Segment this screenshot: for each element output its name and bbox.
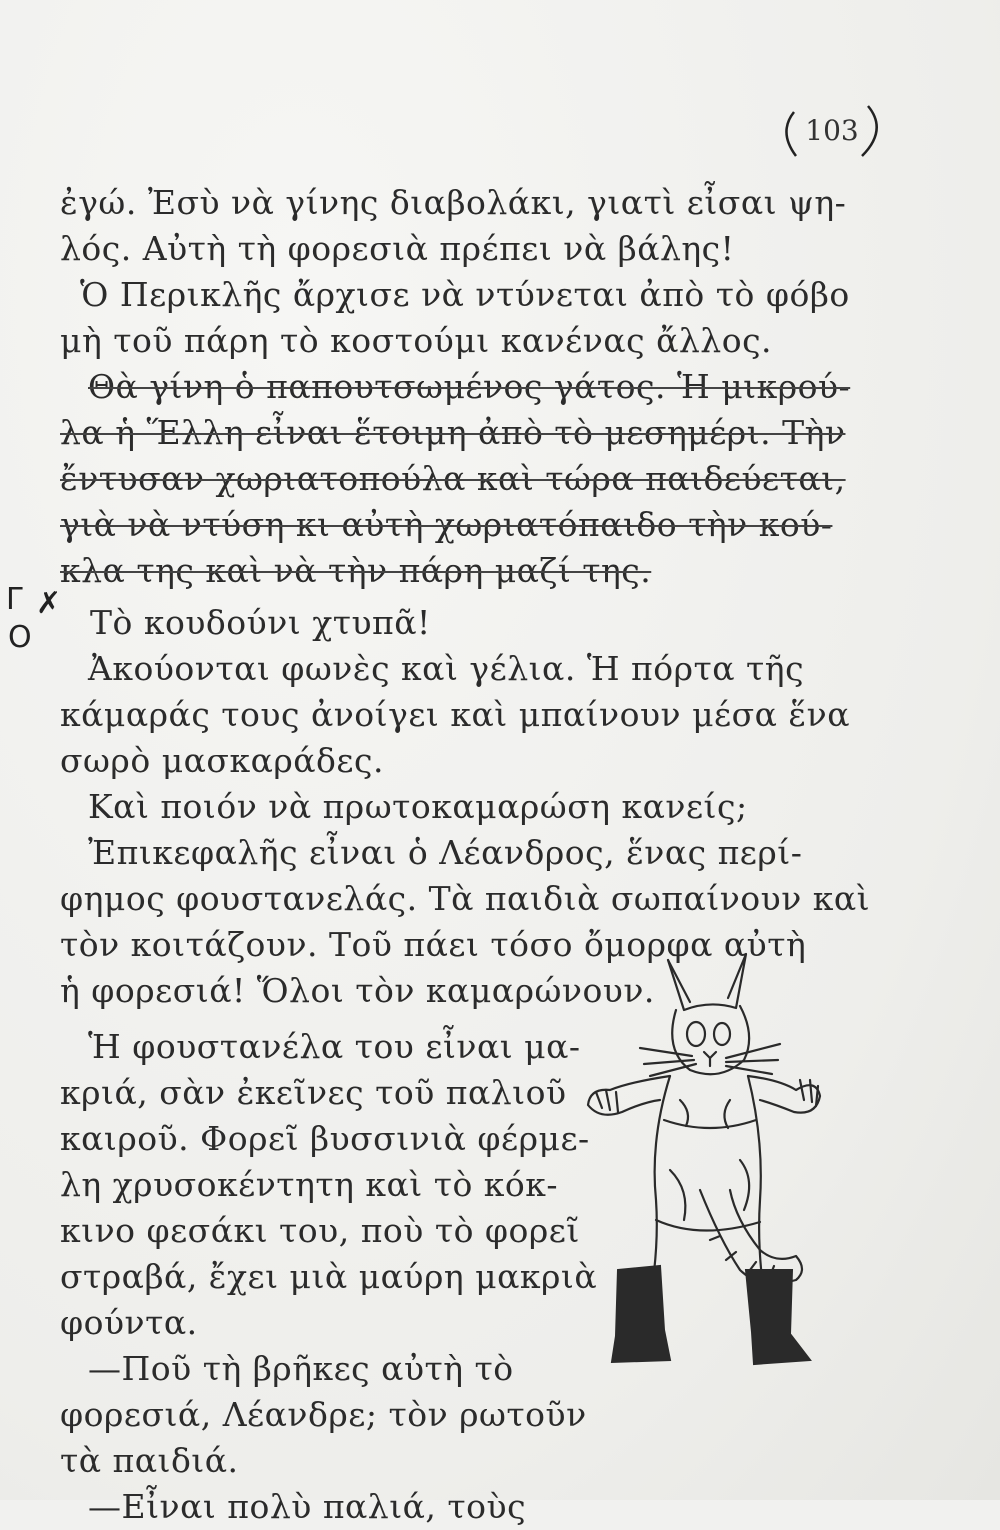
struck-text-line: γιὰ νὰ ντύση κι αὐτὴ χωριατόπαιδο τὴν κού- — [60, 505, 833, 544]
page-number-badge — [772, 100, 892, 164]
text-line: ἐγώ. Ἐσὺ νὰ γίνης διαβολάκι, γιατὶ εἶσαι ψη- — [60, 183, 847, 222]
text-line: στραβά, ἔχει μιὰ μαύρη μακριὰ — [60, 1257, 598, 1296]
text-line: Ἀκούονται φωνὲς καὶ γέλια. Ἡ πόρτα τῆς — [88, 649, 805, 688]
text-line: λός. Αὐτὴ τὴ φορεσιὰ πρέπει νὰ βάλης! — [60, 229, 735, 268]
text-line: τὰ παιδιά. — [60, 1441, 239, 1480]
margin-mark: O — [8, 620, 32, 655]
text-line: τὸν κοιτάζουν. Τοῦ πάει τόσο ὄμορφα αὐτὴ — [60, 925, 807, 964]
struck-text-line: λα ἡ Ἕλλη εἶναι ἕτοιμη ἀπὸ τὸ μεσημέρι. Τὴν — [60, 413, 846, 452]
text-line: Τὸ κουδούνι χτυπᾶ! — [90, 603, 431, 642]
text-line: φημος φουστανελάς. Τὰ παιδιὰ σωπαίνουν καὶ — [60, 879, 871, 918]
text-line: κάμαράς τους ἀνοίγει καὶ μπαίνουν μέσα ἕνα — [60, 695, 850, 734]
text-line: σωρὸ μασκαράδες. — [60, 741, 384, 780]
text-line: λη χρυσοκέντητη καὶ τὸ κόκ- — [60, 1165, 559, 1204]
text-line: —Ποῦ τὴ βρῆκες αὐτὴ τὸ — [88, 1349, 514, 1388]
margin-mark-cross: ✗ — [36, 586, 62, 621]
text-line: φορεσιά, Λέανδρε; τὸν ρωτοῦν — [60, 1395, 587, 1434]
text-line: κριά, σὰν ἐκεῖνες τοῦ παλιοῦ — [60, 1073, 567, 1112]
text-line: Ἡ φουστανέλα του εἶναι μα- — [88, 1027, 581, 1066]
text-line: —Εἶναι πολὺ παλιά, τοὺς — [88, 1487, 527, 1526]
struck-text-line: κλα της καὶ νὰ τὴν πάρη μαζί της. — [60, 551, 652, 590]
text-line: Ὁ Περικλῆς ἄρχισε νὰ ντύνεται ἀπὸ τὸ φόβο — [80, 275, 850, 314]
text-line: καιροῦ. Φορεῖ βυσσινιὰ φέρμε- — [60, 1119, 590, 1158]
struck-text-line: ἔντυσαν χωριατοπούλα καὶ τώρα παιδεύεται, — [60, 459, 846, 498]
text-line: Καὶ ποιόν νὰ πρωτοκαμαρώση κανείς; — [88, 787, 748, 826]
page-number: 103 — [805, 114, 859, 147]
margin-mark: Γ — [6, 582, 23, 617]
text-line: κινο φεσάκι του, ποὺ τὸ φορεῖ — [60, 1211, 580, 1250]
text-line: Ἐπικεφαλῆς εἶναι ὁ Λέανδρος, ἕνας περί- — [88, 833, 803, 872]
text-line: φούντα. — [60, 1303, 198, 1342]
text-line: ἡ φορεσιά! Ὅλοι τὸν καμαρώνουν. — [60, 971, 655, 1010]
puss-in-boots-cat-icon — [560, 940, 860, 1380]
text-line: μὴ τοῦ πάρη τὸ κοστούμι κανένας ἄλλος. — [60, 321, 773, 360]
struck-text-line: Θὰ γίνη ὁ παπουτσωμένος γάτος. Ἡ μικρού- — [88, 367, 851, 406]
